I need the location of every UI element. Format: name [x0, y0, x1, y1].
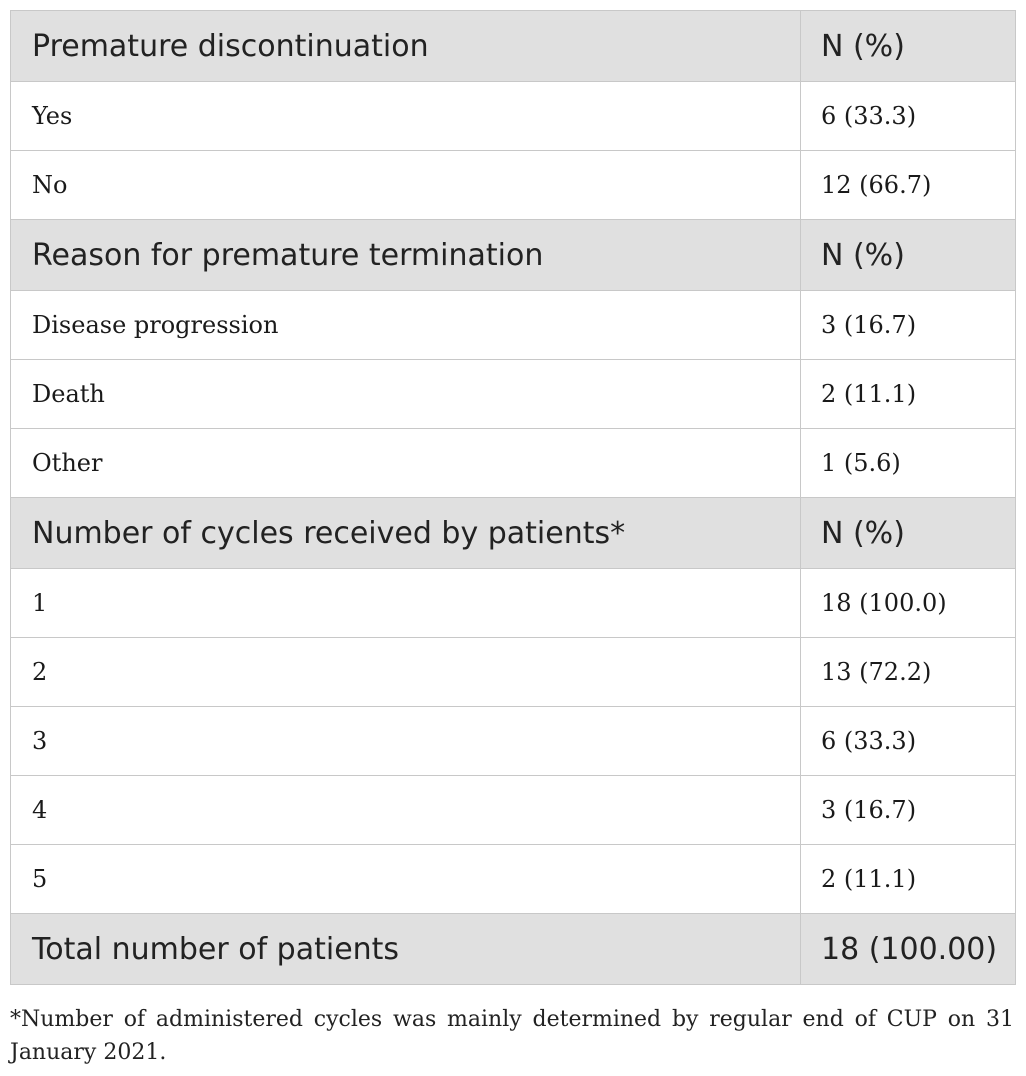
row-value: 13 (72.2)	[801, 638, 1016, 707]
section-header-cycles	[11, 498, 1016, 569]
results-table	[10, 10, 1016, 985]
table-row	[11, 776, 1016, 845]
total-row	[11, 914, 1016, 985]
row-value: 6 (33.3)	[801, 82, 1016, 151]
row-label: Yes	[11, 82, 801, 151]
row-label: Death	[11, 360, 801, 429]
row-label: Disease progression	[11, 291, 801, 360]
row-label: No	[11, 151, 801, 220]
row-value: 2 (11.1)	[801, 845, 1016, 914]
row-label: Other	[11, 429, 801, 498]
total-label: Total number of patients	[11, 914, 801, 985]
header-label: Premature discontinuation	[11, 11, 801, 82]
header-label: Reason for premature termination	[11, 220, 801, 291]
section-header-discontinuation	[11, 11, 1016, 82]
row-label: 2	[11, 638, 801, 707]
total-value: 18 (100.00)	[801, 914, 1016, 985]
table-row	[11, 82, 1016, 151]
row-label: 5	[11, 845, 801, 914]
header-value: N (%)	[801, 220, 1016, 291]
row-label: 4	[11, 776, 801, 845]
row-value: 3 (16.7)	[801, 291, 1016, 360]
table-row	[11, 569, 1016, 638]
row-value: 12 (66.7)	[801, 151, 1016, 220]
header-value: N (%)	[801, 11, 1016, 82]
table-row	[11, 291, 1016, 360]
table-row	[11, 845, 1016, 914]
table-row	[11, 360, 1016, 429]
row-label: 3	[11, 707, 801, 776]
row-value: 6 (33.3)	[801, 707, 1016, 776]
table-row	[11, 151, 1016, 220]
row-value: 3 (16.7)	[801, 776, 1016, 845]
section-header-termination-reason	[11, 220, 1016, 291]
table-footnote: *Number of administered cycles was mainly determined by regular end of CUP on 31 January 2021.	[10, 1007, 1014, 1065]
row-value: 1 (5.6)	[801, 429, 1016, 498]
table-row	[11, 429, 1016, 498]
table-row	[11, 638, 1016, 707]
table-row	[11, 707, 1016, 776]
header-value: N (%)	[801, 498, 1016, 569]
row-value: 18 (100.0)	[801, 569, 1016, 638]
header-label: Number of cycles received by patients*	[11, 498, 801, 569]
row-value: 2 (11.1)	[801, 360, 1016, 429]
row-label: 1	[11, 569, 801, 638]
